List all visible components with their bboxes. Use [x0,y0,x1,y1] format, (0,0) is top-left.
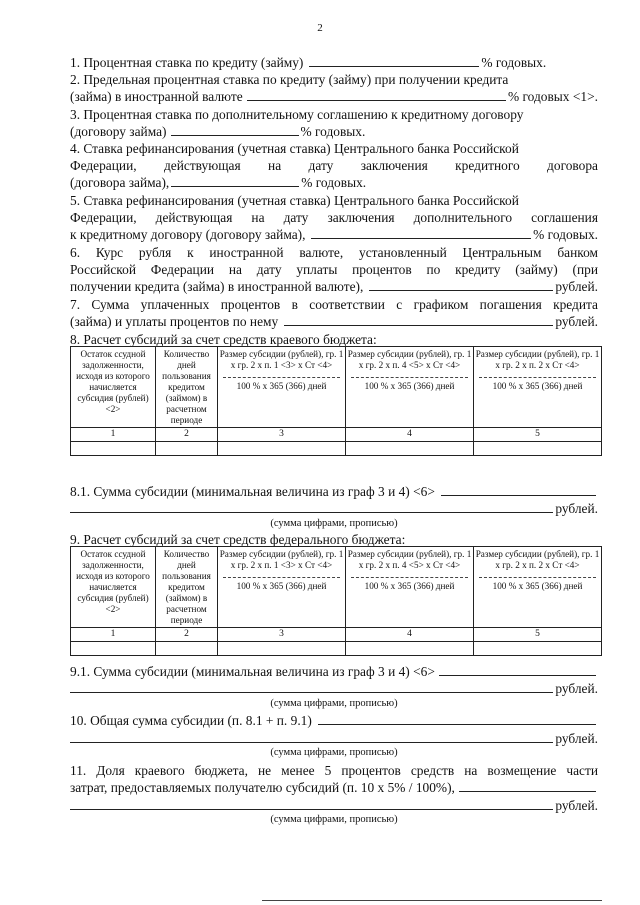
item-6-suffix: рублей. [555,279,598,294]
table-number-row [71,428,602,442]
table-input-row [71,442,602,456]
item-1-blank[interactable] [309,55,479,67]
table-input-cell[interactable] [156,642,218,656]
table-input-cell[interactable] [71,442,156,456]
table-header-row [71,547,602,628]
item-11-suffix: рублей. [555,798,598,813]
table-header-cell: Количество дней пользования кредитом (займом) в расчетном периоде [156,347,218,428]
item-8-1-text: 8.1. Сумма субсидии (минимальная величина из граф 3 и 4) <6> [70,484,435,499]
item-11-blank-2[interactable] [70,798,553,810]
item-8-1-suffix: рублей. [555,501,598,516]
table-header-row [71,347,602,428]
item-11-caption: (сумма цифрами, прописью) [270,814,398,825]
item-6-line1: 6. Курс рубля к иностранной валюте, установленный Центральным банком [70,245,598,260]
item-6-line3: получении кредита (займа) в иностранной валюте), [70,279,364,294]
item-9-1-text: 9.1. Сумма субсидии (минимальная величина из граф 3 и 4) <6> [70,664,435,679]
item-9-title: 9. Расчет субсидий за счет средств федерального бюджета: [70,532,406,547]
item-3-line2: (договору займа) [70,124,167,139]
item-8-1-row2 [70,500,598,517]
item-4-line1: 4. Ставка рефинансирования (учетная ставка) Центрального банка Российской [70,141,519,156]
item-2-suffix: % годовых <1>. [508,89,598,104]
item-7 [70,296,598,330]
formula-numerator: Размер субсидии (рублей), гр. 1 x гр. 2 x п. 4 <5> x Ст <4> [347,549,472,570]
item-3-blank[interactable] [171,124,299,136]
item-8-1-blank-2[interactable] [70,501,553,513]
table-input-cell[interactable] [218,442,346,456]
item-10-text: 10. Общая сумма субсидии (п. 8.1 + п. 9.1) [70,713,312,728]
table-federal-budget [70,546,602,656]
column-number: 4 [346,428,474,442]
item-10-row2 [70,730,598,747]
formula-numerator: Размер субсидии (рублей), гр. 1 x гр. 2 x п. 1 <3> x Ст <4> [219,349,344,370]
item-4-suffix: % годовых. [301,175,367,190]
table-input-row [71,642,602,656]
item-1 [70,54,598,71]
item-7-suffix: рублей. [555,314,598,329]
item-7-blank[interactable] [284,314,553,326]
item-10-suffix: рублей. [555,731,598,746]
item-3-line1: 3. Процентная ставка по дополнительному соглашению к кредитному договору [70,107,524,122]
formula-numerator: Размер субсидии (рублей), гр. 1 x гр. 2 x п. 1 <3> x Ст <4> [219,549,344,570]
table-number-row [71,628,602,642]
item-1-text: 1. Процентная ставка по кредиту (займу) [70,55,304,70]
table-input-cell[interactable] [474,642,602,656]
formula-numerator: Размер субсидии (рублей), гр. 1 x гр. 2 x п. 4 <5> x Ст <4> [347,349,472,370]
item-6-line2: Российской Федерации на дату уплаты процентов по кредиту (займу) (при [70,262,598,277]
item-5-line1: 5. Ставка рефинансирования (учетная ставка) Центрального банка Российской [70,193,519,208]
table-input-cell[interactable] [474,442,602,456]
item-2-blank[interactable] [247,89,506,101]
item-7-line2: (займа) и уплаты процентов по нему [70,314,279,329]
column-number: 5 [474,428,602,442]
item-4-line3: (договора займа), [70,175,170,190]
item-5-blank[interactable] [311,227,531,239]
formula-denominator: 100 % x 365 (366) дней [223,377,340,392]
formula-denominator: 100 % x 365 (366) дней [223,577,340,592]
table-header-cell: Остаток ссудной задолженности, исходя из которого начисляется субсидия (рублей) <2> [71,547,156,628]
item-9-1-row2 [70,680,598,697]
table-regional-budget [70,346,602,456]
item-8-1-blank[interactable] [441,484,596,496]
table-input-cell[interactable] [346,442,474,456]
page-bottom-rule [262,900,602,901]
item-3 [70,106,598,140]
item-5-line3: к кредитному договору (договору займа), [70,227,306,242]
table-input-cell[interactable] [71,642,156,656]
page-number: 2 [317,22,323,34]
item-11-line2: затрат, предоставляемых получателю субсидий (п. 10 x 5% / 100%), [70,780,455,795]
formula-denominator: 100 % x 365 (366) дней [479,577,596,592]
item-8-1-caption: (сумма цифрами, прописью) [270,518,398,529]
item-9-1-caption: (сумма цифрами, прописью) [270,698,398,709]
item-4-line2: Федерации, действующая на дату заключения кредитного договора [70,158,598,173]
item-1-suffix: % годовых. [481,55,547,70]
item-5-line2: Федерации, действующая на дату заключения дополнительного соглашения [70,210,598,225]
column-number: 4 [346,628,474,642]
item-10 [70,712,598,729]
item-11-line1: 11. Доля краевого бюджета, не менее 5 процентов средств на возмещение части [70,763,598,778]
item-7-line1: 7. Сумма уплаченных процентов в соответствии с графиком погашения кредита [70,297,598,312]
formula-denominator: 100 % x 365 (366) дней [351,377,468,392]
formula-denominator: 100 % x 365 (366) дней [351,577,468,592]
item-4-blank[interactable] [171,175,299,187]
item-4 [70,140,598,191]
item-9-1-suffix: рублей. [555,681,598,696]
item-10-blank-2[interactable] [70,731,553,743]
item-5-suffix: % годовых. [533,227,598,242]
table-header-cell [218,547,346,628]
table-input-cell[interactable] [218,642,346,656]
item-9-1 [70,663,598,680]
column-number: 2 [156,628,218,642]
formula-numerator: Размер субсидии (рублей), гр. 1 x гр. 2 x п. 2 x Ст <4> [475,349,600,370]
table-header-cell: Остаток ссудной задолженности, исходя из которого начисляется субсидия (рублей) <2> [71,347,156,428]
item-2 [70,71,598,105]
item-11-row3 [70,797,598,814]
column-number: 3 [218,628,346,642]
item-10-blank[interactable] [318,713,596,725]
item-9-1-blank-2[interactable] [70,681,553,693]
item-3-suffix: % годовых. [300,124,366,139]
table-header-cell [474,547,602,628]
item-2-line1: 2. Предельная процентная ставка по кредиту (займу) при получении кредита [70,72,509,87]
table-header-cell [474,347,602,428]
table-input-cell[interactable] [156,442,218,456]
item-8-1 [70,483,598,500]
item-11 [70,762,598,796]
item-6-blank[interactable] [369,279,553,291]
formula-numerator: Размер субсидии (рублей), гр. 1 x гр. 2 x п. 2 x Ст <4> [475,549,600,570]
item-8-title: 8. Расчет субсидий за счет средств краевого бюджета: [70,332,377,347]
column-number: 5 [474,628,602,642]
item-5 [70,192,598,243]
item-10-caption: (сумма цифрами, прописью) [270,747,398,758]
column-number: 3 [218,428,346,442]
column-number: 2 [156,428,218,442]
item-11-blank[interactable] [459,780,596,792]
table-input-cell[interactable] [346,642,474,656]
table-header-cell [218,347,346,428]
item-6 [70,244,598,295]
table-header-cell [346,547,474,628]
item-9-1-blank[interactable] [439,664,596,676]
item-2-line2: (займа) в иностранной валюте [70,89,243,104]
column-number: 1 [71,428,156,442]
column-number: 1 [71,628,156,642]
formula-denominator: 100 % x 365 (366) дней [479,377,596,392]
table-header-cell [346,347,474,428]
table-header-cell: Количество дней пользования кредитом (займом) в расчетном периоде [156,547,218,628]
